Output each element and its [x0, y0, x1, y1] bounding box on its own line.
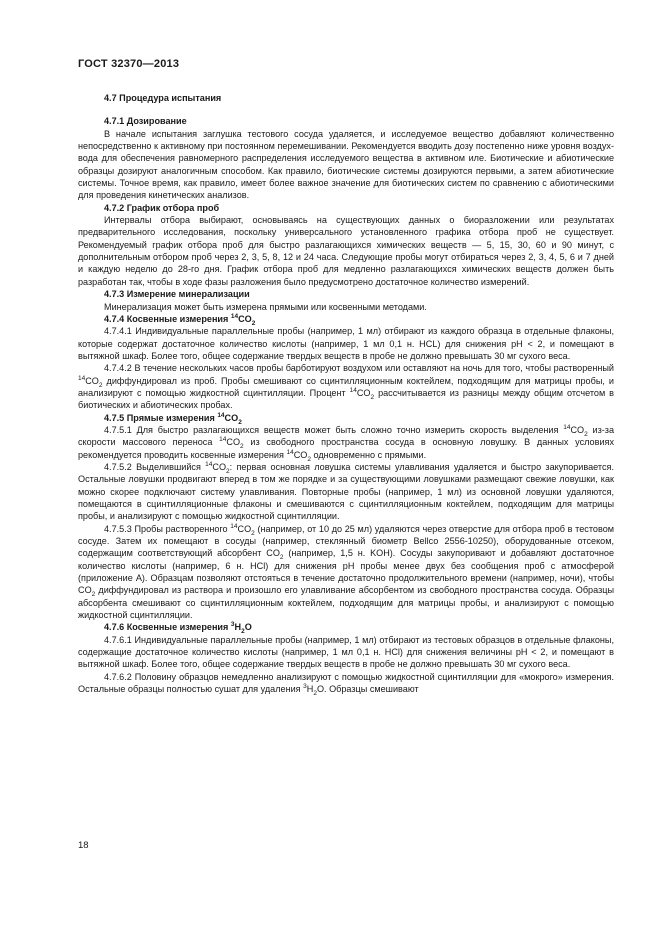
heading-text: 4.7.6 Косвенные измерения [104, 622, 231, 633]
formula-text: CO [237, 523, 252, 534]
text-span: одновременно с прямыми. [310, 449, 427, 460]
formula-subscript: 2 [251, 319, 256, 327]
paragraph-4-7-6-2 [78, 671, 614, 696]
text-span: 4.7.6.2 Половину образцов немедленно анализируют с помощью жидкостной сцинтилляции для «мокрого» измерения. Остальные образцы полностью сушат для удаления [78, 671, 614, 695]
subsection-heading-4-7-6 [78, 621, 614, 636]
formula-subscript: 2 [279, 554, 284, 562]
paragraph-4-7-2: Интервалы отбора выбирают, основываясь на существующих данных о биоразложении или результатах предварительного исследования, поскольку универсального установленного графика отбора проб не существует. Рекомендуемый график отбора проб для быстро разлагающихся химических веществ — 5, 15, 30, 60 и 90 минут, с дополнительным отбором проб через 2, 3, 5, 8, 12 и 24 часа. Следующие пробы могут отбираться через 2, 3, 4, 5, 6 и 7 дней и каждую неделю до 28-го дня. График отбора проб для медленно разлагающихся химических веществ должен быть разработан так, чтобы в ходе фазы разложения было предусмотрено достаточное количество измерений. [78, 215, 614, 287]
isotope-superscript: 14 [286, 448, 294, 456]
paragraph-4-7-3: Минерализация может быть измерена прямыми или косвенными методами. [104, 301, 427, 312]
paragraph-4-7-1: В начале испытания заглушка тестового сосуда удаляется, и исследуемое вещество добавляют количественно непосредственно к активному при постоянном перемешивании. Рекомендуется вводить дозу постепенно ниже уровня воздух-вода для обеспечения равномерного распределения исследуемого вещества в активном иле. Биотические и абиотические образцы дозируют аналогичным способом. Как правило, биотические системы дозируются первыми, а затем абиотические системы. Точное время, как правило, имеет более важное значение для биотических систем по сравнению с абиотическими для проведения кинетических анализов. [78, 128, 614, 201]
isotope-superscript: 14 [217, 411, 225, 419]
formula-subscript: 2 [240, 443, 244, 451]
formula-text: CO [356, 387, 371, 398]
text-span: (например, от 10 до 25 мл) удаляются через отверстие для отбора проб в тестовом сосуде. Затем их помещают в сосуды (например, стеклянный биометр Bellco 2556-10250), оборудованные отсеком, содержащим соответствующий абсорбент [78, 523, 614, 559]
isotope-superscript: 14 [563, 423, 571, 431]
paragraph-4-7-5-1 [78, 424, 614, 461]
text-span: из-за скорости массового переноса [78, 424, 615, 448]
text-span: рассчитывается из разницы между общим отсчетом в биотических и абиотических пробах. [78, 387, 614, 411]
isotope-superscript: 3 [303, 683, 307, 691]
subsection-heading-4-7-1: 4.7.1 Дозирование [104, 116, 187, 127]
paragraph-4-7-4-2 [78, 362, 614, 411]
formula-text: CO [78, 585, 92, 596]
formula-text: CO [570, 424, 585, 435]
subsection-heading-4-7-2: 4.7.2 График отбора проб [104, 202, 220, 213]
text-span: O. Образцы смешивают [316, 684, 419, 695]
formula-text: O [244, 622, 252, 633]
text-span: 4.7.5.1 Для быстро разлагающихся веществ может быть сложно точно измерить скорость выделения [104, 424, 564, 435]
document-body [78, 92, 614, 696]
paragraph-4-7-5-3 [78, 523, 614, 622]
text-span: из свободного пространства сосуда в основную ловушку. В данных условиях рекомендуется проводить косвенные измерения [78, 437, 614, 460]
isotope-superscript: 14 [205, 460, 213, 468]
subsection-heading-4-7-3: 4.7.3 Измерение минерализации [104, 289, 250, 300]
isotope-superscript: 14 [349, 386, 357, 394]
formula-subscript: 2 [226, 467, 230, 475]
formula-text: CO [224, 412, 239, 423]
text-span: (например, 1,5 н. KOH). Сосуды закупоривают и добавляют достаточное количество кислоты (например, 6 н. HCl) для снижения pH пробы менее двух без сообщения проб с атмосферой (приложение А). Образцам позволяют отстояться в течение достаточно продолжительного времени (например, ночи), чтобы [78, 548, 615, 584]
subsection-heading-4-7-4 [78, 313, 614, 325]
formula-text: CO [226, 437, 241, 448]
text-span: 4.7.4.2 В течение нескольких часов пробы барботируют воздухом или оставляют на ночь для того, чтобы растворенный [104, 363, 614, 374]
formula-subscript: 2 [238, 418, 242, 426]
formula-subscript: 2 [251, 529, 255, 537]
formula-text: CO [212, 461, 227, 472]
isotope-superscript: 14 [78, 374, 86, 382]
isotope-superscript: 14 [219, 436, 227, 444]
formula-text: CO [238, 313, 252, 324]
formula-subscript: 2 [584, 430, 588, 438]
text-span: диффундировал из проб. Пробы смешивают со сцинтилляционным коктейлем, подходящим для матрицы пробы, и анализируют с помощью жидкостной сцинтилляции. Процент [78, 375, 614, 398]
section-heading: 4.7 Процедура испытания [104, 93, 222, 103]
formula-subscript: 2 [307, 455, 311, 463]
isotope-superscript: 14 [230, 312, 239, 320]
formula-text: H [306, 684, 314, 695]
isotope-superscript: 3 [230, 621, 235, 629]
text-span: 4.7.5.3 Пробы растворенного [104, 523, 231, 534]
formula-text: CO [266, 548, 280, 559]
formula-subscript: 2 [370, 393, 375, 401]
page-number: 18 [78, 840, 89, 851]
text-span: 4.7.5.2 Выделившийся [104, 461, 206, 472]
heading-text: 4.7.5 Прямые измерения [104, 412, 218, 423]
formula-subscript: 2 [313, 689, 317, 697]
paragraph-4-7-6-1: 4.7.6.1 Индивидуальные параллельные пробы (например, 1 мл) отбирают из тестовых образцов в отдельные флаконы, содержащие достаточное количество кислоты (например, 1 мл 0,1 н. HCl) для снижения величины pH < 2, и помещают в вытяжной шкаф. Более того, общее содержание твердых веществ в пробе не должно превышать 30 мг сухого веса. [78, 634, 614, 670]
subsection-heading-4-7-5 [78, 412, 614, 424]
formula-text: H [234, 622, 242, 633]
formula-text: CO [85, 375, 99, 386]
formula-subscript: 2 [241, 628, 245, 636]
formula-subscript: 2 [98, 381, 103, 389]
paragraph-4-7-4-1: 4.7.4.1 Индивидуальные параллельные пробы (например, 1 мл) отбирают из каждого образца в отдельные флаконы, которые содержат достаточное количество кислоты (например, 1 мл 0,1 н. HCL) для снижения pH < 2, и помещают в вытяжной шкаф. Более того, общее содержание твердых веществ в пробе не должно превышать 30 мг сухого веса. [78, 326, 614, 361]
isotope-superscript: 14 [230, 522, 238, 530]
heading-text: 4.7.4 Косвенные измерения [104, 313, 231, 324]
formula-subscript: 2 [91, 591, 96, 599]
text-span: диффундировал из раствора и произошло его улавливание абсорбентом из свободного пространства сосуда. Образцы абсорбента смешивают со сцинтилляционным коктейлем, подходящим для матрицы пробы, и анализируют с помощью жидкостной сцинтилляции. [78, 585, 614, 621]
document-header: ГОСТ 32370—2013 [78, 58, 180, 70]
text-span: : первая основная ловушка системы улавливания удаляется и быстро закупоривается. Остальные ловушки продвигают вперед в том же порядке и за существующими ловушками размещают свежие ловушки, как можно скорее подключают систему улавливания. Повторные пробы (например, 1 мл) из основной ловушки удаляются, помещаются в сцинтилляционные флаконы и смешиваются с сцинтилляционным коктейлем, подходящим для матрицы пробы, и анализируют с помощью жидкостной сцинтилляции. [78, 461, 614, 522]
paragraph-4-7-5-2 [78, 461, 614, 523]
formula-text: CO [293, 449, 308, 460]
